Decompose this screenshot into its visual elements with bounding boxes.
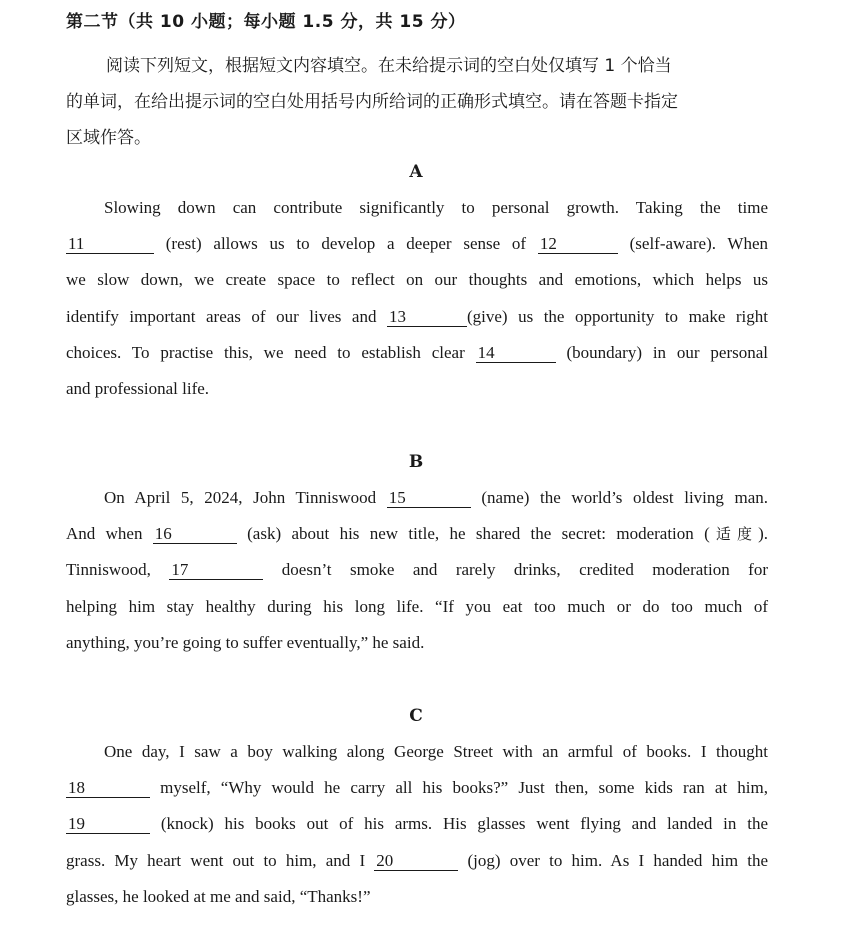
text-line: One day, I saw a boy walking along George Street with an armful of books. I thought	[104, 742, 768, 761]
section-header: 第二节（共 10 小题；每小题 1.5 分，共 15 分）	[66, 12, 466, 32]
instruction-line: 阅读下列短文，根据短文内容填空。在未给提示词的空白处仅填写 1 个恰当	[106, 56, 672, 76]
text-segment: identify important areas of our lives and	[66, 306, 377, 326]
text-segment: (give) us the opportunity to make right	[466, 306, 768, 326]
text-line	[66, 516, 768, 552]
text-line: we slow down, we create space to reflect on our thoughts and emotions, which helps us	[66, 270, 768, 290]
text-segment: (self-aware). When	[629, 234, 769, 254]
text-line: anything, you’re going to suffer eventually,” he said.	[66, 632, 425, 652]
text-line	[66, 226, 768, 262]
text-line	[66, 806, 768, 842]
text-segment: (name) the world’s oldest living man.	[481, 488, 768, 507]
passage-a-title: A	[409, 162, 423, 182]
text-segment: And when	[66, 524, 143, 544]
blank-19[interactable]: 19	[66, 815, 150, 834]
text-line: Slowing down can contribute significantly to personal growth. Taking the time	[104, 198, 768, 217]
instruction-line: 的单词，在给出提示词的空白处用括号内所给词的正确形式填空。请在答题卡指定	[66, 92, 678, 112]
instructions	[66, 48, 768, 156]
text-line	[66, 770, 768, 806]
blank-11[interactable]: 11	[66, 235, 154, 254]
text-line	[66, 335, 768, 371]
text-segment: (jog) over to him. As I handed him the	[467, 850, 769, 870]
text-segment: doesn’t smoke and rarely drinks, credited moderation for	[281, 560, 768, 580]
passage-c	[66, 734, 768, 915]
text-segment: (knock) his books out of his arms. His glasses went flying and landed in the	[160, 814, 768, 834]
text-segment: myself, “Why would he carry all his books?” Just then, some kids ran at him,	[160, 778, 768, 798]
instruction-line: 区域作答。	[66, 128, 151, 148]
blank-18[interactable]: 18	[66, 779, 150, 798]
text-segment: choices. To practise this, we need to establish clear	[66, 342, 465, 362]
text-line	[66, 480, 768, 516]
text-segment: grass. My heart went out to him, and I	[66, 850, 366, 870]
text-segment: (ask) about his new title, he shared the secret: moderation (	[247, 524, 710, 544]
blank-15[interactable]: 15	[387, 489, 471, 508]
blank-20[interactable]: 20	[374, 852, 458, 871]
text-segment: (boundary) in our personal	[566, 342, 769, 362]
blank-12[interactable]: 12	[538, 235, 618, 254]
passage-b-title: B	[408, 452, 424, 472]
text-line	[66, 552, 768, 588]
text-segment: Tinniswood,	[66, 560, 151, 580]
passage-b	[66, 480, 768, 661]
text-line	[66, 843, 768, 879]
text-line: and professional life.	[66, 379, 210, 399]
blank-14[interactable]: 14	[476, 344, 556, 363]
passage-c-title: C	[409, 706, 423, 726]
text-segment: On April 5, 2024, John Tinniswood	[104, 488, 377, 507]
text-line	[66, 299, 768, 335]
text-line: helping him stay healthy during his long life. “If you eat too much or do too much of	[66, 596, 768, 616]
passage-a	[66, 190, 768, 407]
blank-17[interactable]: 17	[169, 561, 263, 580]
text-segment: ).	[758, 524, 768, 544]
blank-16[interactable]: 16	[153, 525, 237, 544]
cjk-gloss: 适度	[709, 525, 759, 544]
blank-13[interactable]: 13	[387, 308, 467, 327]
text-line: glasses, he looked at me and said, “Thanks!”	[66, 886, 371, 906]
text-segment: (rest) allows us to develop a deeper sense of	[165, 234, 527, 254]
